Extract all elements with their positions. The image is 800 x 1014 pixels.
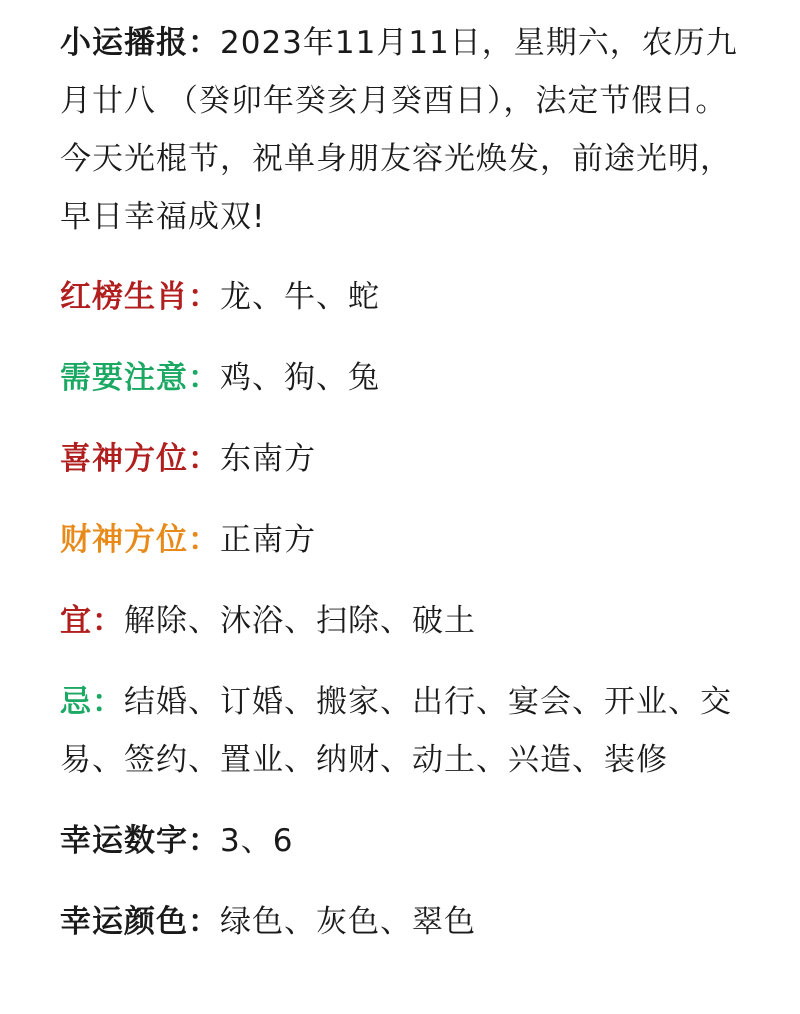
- row-joy-god-direction: [60, 430, 742, 488]
- intro-text: 2023年11月11日，星期六，农历九月廿八 （癸卯年癸亥月癸酉日），法定节假日。今天光棍节，祝单身朋友容光焕发，前途光明，早日幸福成双!: [60, 25, 738, 235]
- row-wealth-god-direction: [60, 511, 742, 569]
- row-value: 龙、牛、蛇: [220, 279, 380, 315]
- row-label: 需要注意：: [60, 360, 220, 396]
- row-lucky-zodiac: [60, 268, 742, 326]
- row-label: 红榜生肖：: [60, 279, 220, 315]
- row-caution-zodiac: [60, 349, 742, 407]
- row-label: 喜神方位：: [60, 441, 220, 477]
- row-value: 正南方: [220, 522, 316, 558]
- row-label: 财神方位：: [60, 522, 220, 558]
- row-inauspicious: [60, 673, 742, 789]
- row-label: 幸运数字：: [60, 823, 220, 859]
- row-value: 解除、沐浴、扫除、破土: [124, 603, 476, 639]
- row-value: 3、6: [220, 823, 294, 859]
- row-label: 宜：: [60, 603, 124, 639]
- row-lucky-numbers: [60, 812, 742, 870]
- row-label: 幸运颜色：: [60, 904, 220, 940]
- row-value: 东南方: [220, 441, 316, 477]
- row-lucky-colors: [60, 893, 742, 951]
- row-label: 忌：: [60, 684, 124, 720]
- row-value: 鸡、狗、兔: [220, 360, 380, 396]
- row-value: 绿色、灰色、翠色: [220, 904, 476, 940]
- intro-paragraph: [60, 14, 742, 246]
- row-value: 结婚、订婚、搬家、出行、宴会、开业、交易、签约、置业、纳财、动土、兴造、装修: [60, 684, 732, 778]
- row-auspicious: [60, 592, 742, 650]
- intro-lead-label: 小运播报：: [60, 25, 220, 61]
